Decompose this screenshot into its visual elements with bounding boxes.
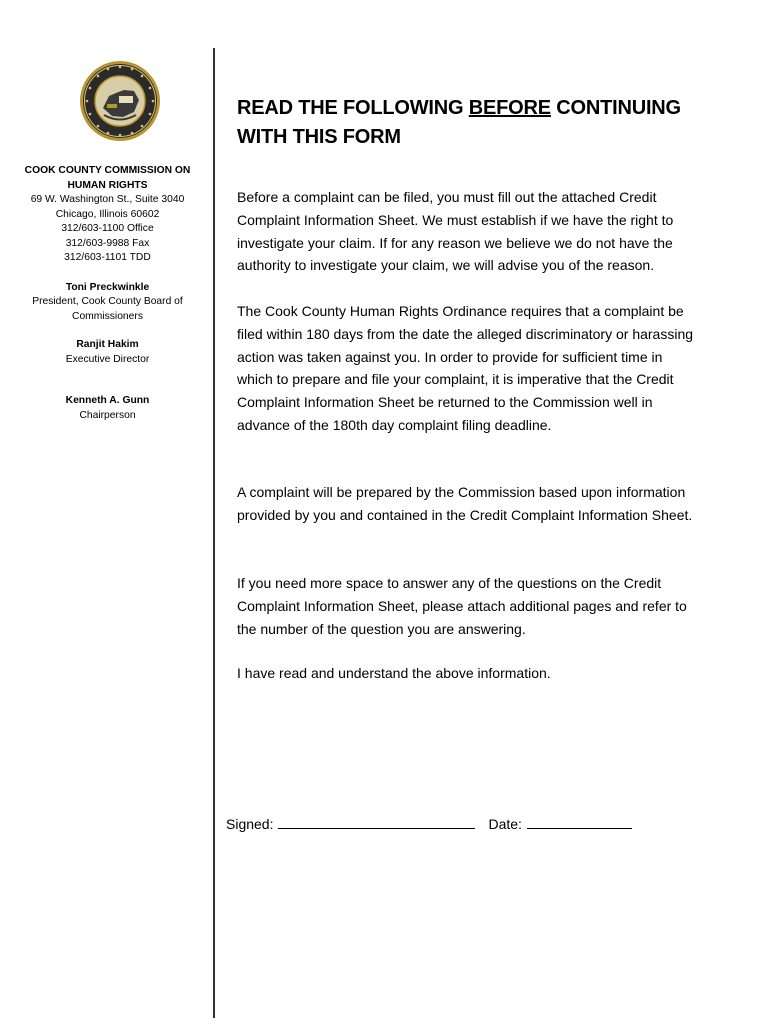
org-city: Chicago, Illinois 60602 [55,208,160,220]
instruction-paragraph: Before a complaint can be filed, you must fill out the attached Credit Complaint Information Sheet. We must establish if we have the right to investigate your claim. If for any reason we believe we do not have the authority to investigate your claim, we will advise you of the reason. [237,189,674,274]
official-title: Commissioners [72,310,143,322]
org-phone-office: 312/603-1100 Office [61,223,154,234]
official-name: Kenneth A. Gunn [65,395,150,406]
official-director [20,338,195,367]
official-president [20,281,195,325]
signed-label: Signed: [226,816,274,832]
official-title: Chairperson [79,409,136,421]
official-name: Toni Preckwinkle [65,281,150,293]
org-address: 69 W. Washington St., Suite 3040 [30,194,185,205]
official-title: Executive Director [65,353,150,365]
org-name-line2: HUMAN RIGHTS [67,179,148,191]
official-chairperson [20,394,195,423]
signature-field[interactable] [278,815,475,829]
county-seal-logo [79,60,161,142]
signature-line [226,815,632,832]
organization-block [20,164,195,266]
org-name-line1: COOK COUNTY COMMISSION ON [24,165,191,176]
acknowledgement-statement: I have read and understand the above information. [237,665,551,681]
vertical-divider [213,48,215,1018]
official-name: Ranjit Hakim [76,339,139,350]
date-field[interactable] [527,815,632,829]
instruction-paragraph: A complaint will be prepared by the Commission based upon information provided by you and contained in the Credit Complaint Information Sheet. [237,484,693,523]
title-part: READ THE FOLLOWING [237,97,469,119]
org-phone-fax: 312/603-9988 Fax [65,237,150,249]
title-part: CONTINUING [550,97,681,119]
letterhead-sidebar [20,60,195,423]
page-title [237,94,707,152]
org-phone-tdd: 312/603-1101 TDD [64,252,151,263]
title-emphasis: BEFORE [468,97,551,119]
official-title: President, Cook County Board of [32,296,183,307]
main-content [237,94,707,681]
instruction-paragraph: If you need more space to answer any of the questions on the Credit Complaint Information Sheet, please attach additional pages and refer to the number of the question you are answering. [237,575,687,637]
instruction-paragraph: The Cook County Human Rights Ordinance requires that a complaint be filed within 180 days from the date the alleged discriminatory or harassing action was taken against you. In order to provide for sufficient time in which to prepare and file your complaint, it is imperative that the Credit Complaint Information Sheet be returned to the Commission well in advance of the 180th day complaint filing deadline. [237,303,694,433]
date-label: Date: [488,816,522,832]
title-line2: WITH THIS FORM [237,126,401,148]
